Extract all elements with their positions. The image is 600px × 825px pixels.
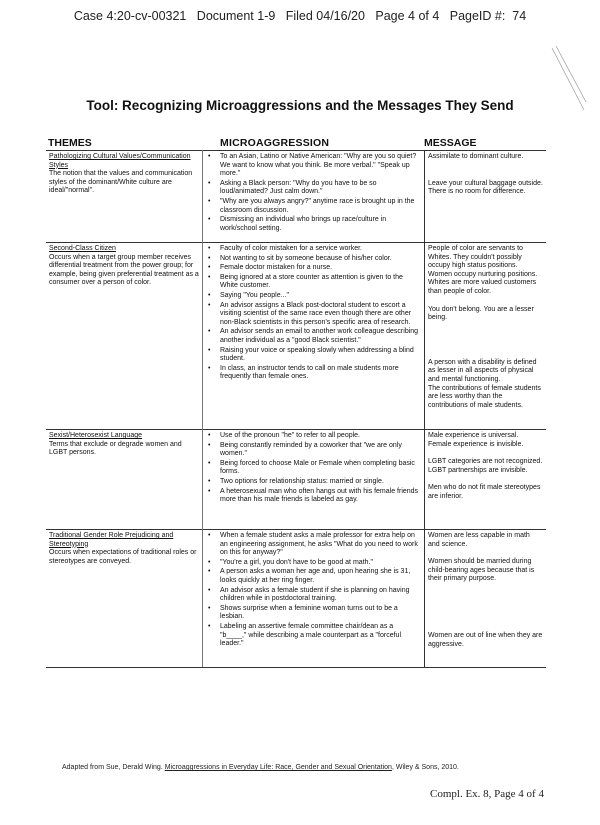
list-item: • Being forced to choose Male or Female when completing basic forms. — [220, 460, 421, 477]
theme-name: Traditional Gender Role Prejudicing and Stereotyping — [49, 532, 174, 548]
message-text: Women should be married during child-bearing ages because that is their primary purpose. — [428, 558, 535, 583]
theme-description: Occurs when expectations of traditional roles or stereotypes are conveyed. — [49, 549, 197, 565]
theme-cell — [46, 530, 203, 668]
message-text: Men who do not fit male stereotypes are inferior. — [428, 484, 541, 500]
theme-cell — [46, 430, 203, 530]
theme-cell — [46, 151, 203, 243]
microaggression-cell — [203, 530, 425, 668]
citation-book-title: Microaggressions in Everyday Life: Race, Gender and Sexual Orientation — [164, 764, 392, 771]
list-item: • In class, an instructor tends to call on male students more frequently than female ones. — [220, 365, 421, 382]
theme-description: Terms that exclude or degrade women and LGBT persons. — [49, 440, 182, 457]
message-cell — [425, 530, 547, 668]
message-text: A person with a disability is defined as lesser in all aspects of physical and mental functioning. — [428, 358, 537, 383]
message-text: There is no room for difference. — [428, 188, 526, 196]
message-text: Male experience is universal. — [428, 432, 519, 439]
exhibit-label: Compl. Ex. 8, Page 4 of 4 — [430, 788, 544, 800]
theme-description: Occurs when a target group member receives differential treatment from the power group; for example, being given preferential treatment as a consumer over a person of color. — [49, 253, 199, 287]
table-row — [46, 243, 546, 430]
microaggression-cell — [203, 243, 425, 430]
message-cell — [425, 430, 547, 530]
list-item: • When a female student asks a male professor for extra help on an engineering assignment, he asks "What do you need to work on this for anyway?" — [220, 532, 421, 558]
list-item: • Two options for relationship status: married or single. — [220, 478, 421, 487]
list-item: • A heterosexual man who often hangs out with his female friends more than his male friends is labeled as gay. — [220, 488, 421, 505]
list-item: • Being ignored at a store counter as attention is given to the White customer. — [220, 274, 421, 291]
case-header: Case 4:20-cv-00321 Document 1-9 Filed 04/16/20 Page 4 of 4 PageID #: 74 — [73, 9, 527, 23]
list-item: • Raising your voice or speaking slowly when addressing a blind student. — [220, 347, 421, 364]
list-item: • A person asks a woman her age and, upon hearing she is 31, looks quickly at her ring finger. — [220, 568, 421, 585]
list-item: • "Why are you always angry?" anytime race is brought up in the classroom discussion. — [220, 198, 421, 215]
message-text: You don't belong. You are a lesser being. — [428, 305, 534, 322]
list-item: • To an Asian, Latino or Native American: "Why are you so quiet? We want to know what you think. Be more verbal." "Speak up more." — [220, 153, 421, 179]
message-text: Assimilate to dominant culture. — [428, 153, 524, 160]
list-item: • Asking a Black person: "Why do you have to be so loud/animated? Just calm down." — [220, 180, 421, 197]
list-item: • "You're a girl, you don't have to be good at math." — [220, 559, 421, 568]
table-row — [46, 530, 546, 668]
list-item: • Labeling an assertive female committee chair/dean as a "b____," while describing a male counterpart as a "forceful leader." — [220, 623, 421, 649]
table-row — [46, 430, 546, 530]
message-text: Female experience is invisible. — [428, 440, 524, 448]
microaggression-table — [46, 150, 546, 668]
theme-name: Sexist/Heterosexist Language — [49, 432, 142, 439]
microaggression-cell — [203, 430, 425, 530]
list-item: • Faculty of color mistaken for a service worker. — [220, 245, 421, 254]
message-cell — [425, 151, 547, 243]
microaggression-cell — [203, 151, 425, 243]
message-cell — [425, 243, 547, 430]
message-text: The contributions of female students are less worthy than the contributions of male students. — [428, 384, 541, 409]
list-item: • An advisor asks a female student if she is planning on having children while in postdoctoral training. — [220, 587, 421, 604]
message-text: LGBT partnerships are invisible. — [428, 466, 528, 474]
message-text: Leave your cultural baggage outside. — [428, 179, 543, 187]
theme-name: Pathologizing Cultural Values/Communication Styles — [49, 153, 191, 169]
list-item: • Shows surprise when a feminine woman turns out to be a lesbian. — [220, 605, 421, 622]
column-header-message: MESSAGE — [424, 137, 477, 149]
message-text: People of color are servants to Whites. They couldn't possibly occupy high status positions. — [428, 245, 523, 270]
column-header-microaggression: MICROAGGRESSION — [220, 137, 330, 149]
list-item: • An advisor sends an email to another work colleague describing another individual as a "good Black scientist." — [220, 328, 421, 345]
table-row — [46, 151, 546, 243]
list-item: • Use of the pronoun "he" to refer to all people. — [220, 432, 421, 441]
page-title: Tool: Recognizing Microaggressions and the Messages They Send — [86, 98, 514, 113]
message-text: Whites are more valued customers than people of color. — [428, 279, 537, 295]
list-item: • Female doctor mistaken for a nurse. — [220, 264, 421, 273]
message-text: Women are less capable in math and science. — [428, 532, 530, 548]
list-item: • Dismissing an individual who brings up race/culture in work/school setting. — [220, 216, 421, 233]
message-text: LGBT categories are not recognized. — [428, 458, 543, 466]
theme-cell — [46, 243, 203, 430]
citation-publisher: , Wiley & Sons, 2010. — [391, 764, 459, 771]
list-item: • Saying "You people..." — [220, 292, 421, 301]
theme-name: Second-Class Citizen — [49, 245, 116, 252]
list-item: • Not wanting to sit by someone because of his/her color. — [220, 255, 421, 264]
theme-description: The notion that the values and communication styles of the dominant/White culture are ideal/"normal". — [49, 170, 193, 195]
message-text: Women occupy nurturing positions. — [428, 270, 538, 278]
source-citation — [62, 764, 459, 771]
list-item: • Being constantly reminded by a coworker that "we are only women." — [220, 442, 421, 459]
column-header-themes: THEMES — [48, 137, 92, 149]
list-item: • An advisor assigns a Black post-doctoral student to escort a visiting scientist of the same race even though there are other non-Black scientists in this person's specific area of research. — [220, 302, 421, 328]
message-text: Women are out of line when they are aggressive. — [428, 631, 543, 648]
citation-text: Adapted from Sue, Derald Wing. — [62, 764, 165, 771]
